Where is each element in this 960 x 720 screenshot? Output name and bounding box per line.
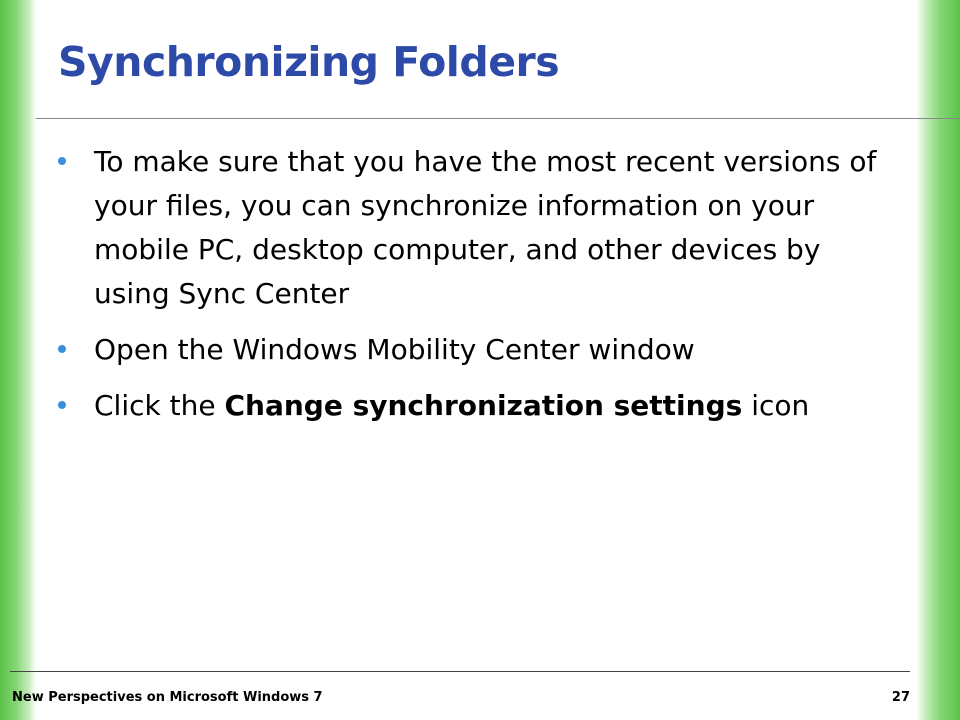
bullet-item-3 bbox=[58, 384, 898, 428]
footer-divider bbox=[10, 671, 910, 672]
bullet-dot-icon bbox=[58, 345, 66, 353]
bullet-text-3-prefix: Click the bbox=[94, 389, 225, 422]
bullet-item-1 bbox=[58, 140, 898, 316]
page-number: 27 bbox=[891, 690, 910, 705]
bullet-item-2 bbox=[58, 328, 898, 372]
footer-text: New Perspectives on Microsoft Windows 7 bbox=[12, 690, 323, 705]
title-divider bbox=[36, 118, 960, 119]
bullet-text-1: To make sure that you have the most recent versions of your files, you can synchronize information on your mobile PC, desktop computer, and other devices by using Sync Center bbox=[94, 145, 877, 310]
bullet-text-3-bold: Change synchronization settings bbox=[224, 389, 743, 422]
right-accent-bar bbox=[916, 0, 960, 720]
left-accent-bar bbox=[0, 0, 36, 720]
bullet-text-2: Open the Windows Mobility Center window bbox=[94, 333, 695, 366]
slide-title: Synchronizing Folders bbox=[58, 38, 560, 86]
bullet-dot-icon bbox=[58, 401, 66, 409]
bullet-text-3-suffix: icon bbox=[742, 389, 810, 422]
bullet-dot-icon bbox=[58, 157, 66, 165]
bullet-list bbox=[58, 140, 898, 440]
